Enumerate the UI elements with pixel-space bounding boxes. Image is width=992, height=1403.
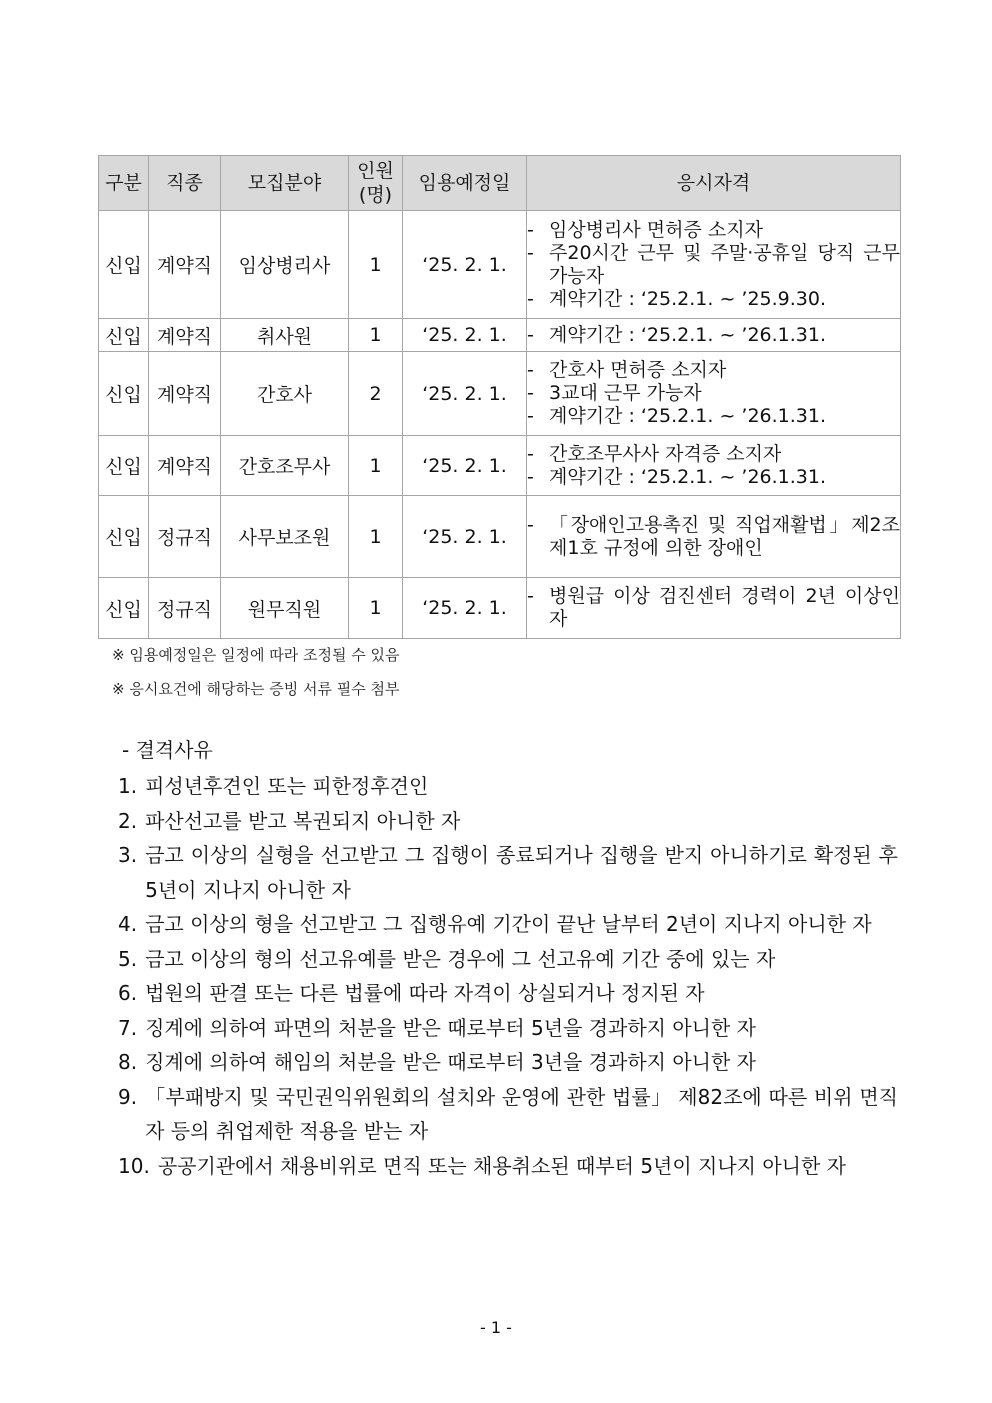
list-item-text: 「부패방지 및 국민권익위원회의 설치와 운영에 관한 법률」 제82조에 따른 비위 면직자 등의 취업제한 적용을 받는 자 <box>145 1084 898 1143</box>
dash-marker: - <box>527 218 534 241</box>
disqualification-section <box>118 735 898 1183</box>
dash-marker: - <box>527 405 534 427</box>
qualification-item <box>527 242 900 288</box>
row-field: 간호조무사 <box>221 436 349 496</box>
qualification-text: 계약기간 : ‘25.2.1. ~ ’26.1.31. <box>549 405 827 427</box>
dash-marker: - <box>527 359 534 381</box>
qualification-item <box>527 219 900 242</box>
list-item-number: 8. <box>118 1050 138 1074</box>
row-field: 임상병리사 <box>221 211 349 319</box>
row-count: 2 <box>349 352 403 436</box>
row-category: 계약직 <box>149 319 221 352</box>
qualification-text: 계약기간 : ‘25.2.1. ~ ’26.1.31. <box>549 465 827 488</box>
header-field: 모집분야 <box>221 156 349 211</box>
row-qualification <box>527 319 901 352</box>
row-date: ‘25. 2. 1. <box>403 319 527 352</box>
row-count: 1 <box>349 496 403 578</box>
list-item-text: 피성년후견인 또는 피한정후견인 <box>145 774 429 798</box>
qualification-text: 임상병리사 면허증 소지자 <box>549 218 763 241</box>
table-header-row <box>99 156 901 211</box>
qualification-item <box>527 514 900 560</box>
table-row <box>99 352 901 436</box>
qualification-text: 간호사 면허증 소지자 <box>549 359 727 381</box>
row-category: 계약직 <box>149 352 221 436</box>
list-item-text: 파산선고를 받고 복권되지 아니한 자 <box>145 808 461 833</box>
qualification-item <box>527 288 900 311</box>
row-date: ‘25. 2. 1. <box>403 352 527 436</box>
list-item-text: 법원의 판결 또는 다른 법률에 따라 자격이 상실되거나 정지된 자 <box>145 981 705 1005</box>
row-category: 정규직 <box>149 496 221 578</box>
row-count: 1 <box>349 211 403 319</box>
list-item-number: 4. <box>118 912 138 936</box>
list-item <box>118 1045 898 1080</box>
dash-marker: - <box>527 323 534 346</box>
header-category: 직종 <box>149 156 221 211</box>
list-item-number: 2. <box>118 808 138 833</box>
table-row <box>99 578 901 639</box>
row-type: 신입 <box>99 319 149 352</box>
qualification-item <box>527 405 900 428</box>
row-qualification <box>527 578 901 639</box>
row-date: ‘25. 2. 1. <box>403 496 527 578</box>
list-item-number: 5. <box>118 946 138 971</box>
row-qualification <box>527 352 901 436</box>
qualification-item <box>527 466 900 489</box>
row-category: 정규직 <box>149 578 221 639</box>
row-qualification <box>527 496 901 578</box>
row-date: ‘25. 2. 1. <box>403 578 527 639</box>
row-category: 계약직 <box>149 211 221 319</box>
dash-marker: - <box>527 382 534 404</box>
table-row <box>99 211 901 319</box>
list-item-number: 7. <box>118 1015 138 1040</box>
recruitment-table <box>98 155 901 639</box>
dash-marker: - <box>527 585 534 607</box>
dash-marker: - <box>527 287 534 310</box>
dash-marker: - <box>527 513 534 536</box>
qualification-item <box>527 382 900 405</box>
row-count: 1 <box>349 578 403 639</box>
row-field: 취사원 <box>221 319 349 352</box>
page-number: - 1 - <box>480 1318 512 1337</box>
row-qualification <box>527 436 901 496</box>
list-item-text: 징계에 의하여 파면의 처분을 받은 때로부터 5년을 경과하지 아니한 자 <box>145 1015 756 1040</box>
list-item-text: 금고 이상의 실형을 선고받고 그 집행이 종료되거나 집행을 받지 아니하기로 확정된 후 5년이 지나지 아니한 자 <box>145 843 898 902</box>
qualification-text: 간호조무사사 자격증 소지자 <box>549 442 782 465</box>
note-documents: ※ 응시요건에 해당하는 증빙 서류 필수 첨부 <box>112 680 400 698</box>
qualification-item <box>527 359 900 382</box>
notes <box>112 642 400 710</box>
disqualification-list <box>118 769 898 1183</box>
qualification-text: 병원급 이상 검진센터 경력이 2년 이상인 자 <box>549 585 900 630</box>
row-category: 계약직 <box>149 436 221 496</box>
row-date: ‘25. 2. 1. <box>403 211 527 319</box>
row-type: 신입 <box>99 436 149 496</box>
row-field: 원무직원 <box>221 578 349 639</box>
row-type: 신입 <box>99 352 149 436</box>
table-row <box>99 496 901 578</box>
header-count: 인원 (명) <box>349 156 403 211</box>
row-date: ‘25. 2. 1. <box>403 436 527 496</box>
list-item <box>118 838 898 907</box>
list-item <box>118 942 898 977</box>
qualification-item <box>527 443 900 466</box>
row-field: 사무보조원 <box>221 496 349 578</box>
qualification-text: 3교대 근무 가능자 <box>549 382 702 404</box>
row-qualification <box>527 211 901 319</box>
list-item-number: 3. <box>118 843 138 867</box>
list-item <box>118 1149 898 1184</box>
list-item-text: 금고 이상의 형의 선고유예를 받은 경우에 그 선고유예 기간 중에 있는 자 <box>145 946 776 971</box>
list-item-text: 징계에 의하여 해임의 처분을 받은 때로부터 3년을 경과하지 아니한 자 <box>145 1050 756 1074</box>
header-qualification: 응시자격 <box>527 156 901 211</box>
list-item <box>118 907 898 942</box>
qualification-text: 계약기간 : ‘25.2.1. ~ ’25.9.30. <box>549 287 827 310</box>
list-item <box>118 1011 898 1046</box>
list-item <box>118 804 898 839</box>
note-schedule: ※ 임용예정일은 일정에 따라 조정될 수 있음 <box>112 646 400 664</box>
qualification-text: 주20시간 근무 및 주말·공휴일 당직 근무 가능자 <box>549 241 900 287</box>
table-row <box>99 319 901 352</box>
qualification-item <box>527 324 900 347</box>
row-count: 1 <box>349 319 403 352</box>
list-item-number: 10. <box>118 1153 150 1178</box>
disqualification-title: - 결격사유 <box>122 738 213 762</box>
row-type: 신입 <box>99 578 149 639</box>
header-date: 임용예정일 <box>403 156 527 211</box>
list-item-number: 9. <box>118 1084 138 1109</box>
list-item-number: 1. <box>118 774 138 798</box>
list-item <box>118 769 898 804</box>
row-count: 1 <box>349 436 403 496</box>
list-item <box>118 1080 898 1149</box>
qualification-text: 「장애인고용촉진 및 직업재활법」제2조제1호 규정에 의한 장애인 <box>549 513 900 559</box>
table-row <box>99 436 901 496</box>
dash-marker: - <box>527 241 534 264</box>
list-item-text: 공공기관에서 채용비위로 면직 또는 채용취소된 때부터 5년이 지나지 아니한 자 <box>157 1153 846 1178</box>
list-item-text: 금고 이상의 형을 선고받고 그 집행유예 기간이 끝난 날부터 2년이 지나지 아니한 자 <box>145 912 872 936</box>
row-type: 신입 <box>99 496 149 578</box>
row-type: 신입 <box>99 211 149 319</box>
header-type: 구분 <box>99 156 149 211</box>
dash-marker: - <box>527 465 534 488</box>
qualification-text: 계약기간 : ‘25.2.1. ~ ’26.1.31. <box>549 323 827 346</box>
row-field: 간호사 <box>221 352 349 436</box>
qualification-item <box>527 585 900 631</box>
dash-marker: - <box>527 442 534 465</box>
list-item <box>118 976 898 1011</box>
list-item-number: 6. <box>118 981 138 1005</box>
